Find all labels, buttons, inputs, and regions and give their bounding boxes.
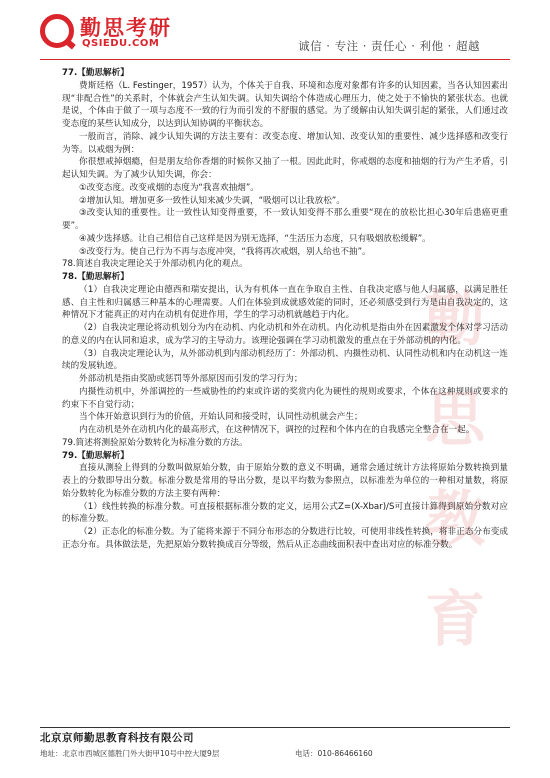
section-heading: 78.【勤思解析】	[62, 272, 129, 282]
footer-divider	[40, 727, 510, 728]
paragraph: 你很想戒掉烟瘾，但是朋友给你香烟的时候你又抽了一根。因此此时，你戒烟的态度和抽烟的行为产生矛盾，引起认知失调。为了减少认知失调，你会：	[62, 157, 508, 180]
paragraph: 外部动机是指由奖励或惩罚等外部原因而引发的学习行为；	[79, 374, 303, 384]
company-phone: 电话：010-86466160	[295, 749, 373, 758]
watermark-char: 思	[425, 385, 485, 455]
logo-chinese-name: 勤思考研	[80, 16, 172, 40]
watermark-char: 勤	[425, 285, 485, 355]
paragraph: 直接从测验上得到的分数叫做原始分数，由于原始分数的意义不明确，通常会通过统计方法将原始分数转换到量表上的分数即导出分数。标准分数是常用的导出分数，是以平均数为参照点，以标准差为单位的一种相对量数，将原始分数转化为标准分数的方法主要有两种：	[62, 463, 508, 499]
paragraph: 内在动机是外在动机内化的最高形式，在这种情况下，调控的过程和个体内在的自我感完全整合在一起。	[79, 425, 475, 435]
brand-logo	[40, 14, 200, 54]
paragraph: （1）自我决定理论由德西和瑞安提出，认为有机体一直在争取自主性、自我决定感与他人归属感，以满足胜任感、自主性和归属感三种基本的心理需要。人们在体验到成就感效能的同时，还必须感受到行为是由自我决定的，这种情况下才能真正的对内在动机有促进作用，学生的学习动机就越趋于内化。	[62, 284, 508, 321]
paragraph: （3）自我决定理论认为，从外部动机到内部动机经历了：外部动机、内摄性动机、认同性动机和内在动机这一连续的发展轨迹。	[62, 348, 508, 372]
page-header	[0, 0, 550, 64]
paragraph: 内摄性动机中，外部调控的一些威胁性的约束或许诺的奖赏内化为硬性的规则或要求，个体在这种规则或要求的约束下不自觉行动；	[62, 386, 508, 410]
paragraph: ③改变认知的重要性。让一致性认知变得重要，不一致认知变得不那么重要“现在的放松比担心30年后患癌更重要”。	[62, 208, 508, 231]
paragraph: 当个体开始意识到行为的价值，开始认同和接受时，认同性动机就会产生；	[79, 412, 363, 423]
company-address: 地址：北京市西城区德胜门外大街甲10号中控大厦9层	[40, 749, 220, 758]
header-divider	[40, 59, 510, 60]
paragraph: （2）自我决定理论将动机划分为内在动机、内化动机和外在动机。内化动机是指由外在因素激发个体对学习活动的意义的内在认同和追求，成为学习的主导动力。该理论强调在学习动机激发的重点在于外部动机的内化。	[62, 323, 508, 346]
watermark-char: 育	[425, 585, 485, 655]
document-body	[62, 67, 508, 552]
paragraph: 一般而言，消除、减少认知失调的方法主要有：改变态度、增加认知、改变认知的重要性、减少选择感和改变行为等。以戒烟为例：	[62, 131, 508, 155]
section-heading: 77.【勤思解析】	[62, 68, 129, 78]
company-name: 北京京师勤思教育科技有限公司	[40, 732, 194, 744]
paragraph: 费斯廷格（L. Festinger，1957）认为，个体关于自我、环境和态度对象都有许多的认知因素，当各认知因素出现“非配合性”的关系时，个体就会产生认知失调。认知失调给个体造成心理压力，使之处于不愉快的紧张状态。也就是说，个体由于做了一项与态度不一致的行为而引发的不舒服的感觉。为了缓解由认知失调引起的紧张，人们通过改变态度的某些认知成分，以达到认知协调的平衡状态。	[62, 80, 508, 129]
question-line: 79.简述将测验原始分数转化为标准分数的方法。	[62, 437, 248, 448]
slogan: 诚信 · 专注 · 责任心 · 利他 · 超越	[298, 39, 480, 53]
logo-domain: QSIEDU.COM	[82, 38, 160, 49]
logo-q-icon	[40, 14, 74, 48]
paragraph: （2）正态化的标准分数。为了能将来源于不同分布形态的分数进行比较，可使用非线性转换，将非正态分布变成正态分布。具体做法是，先把原始分数转换成百分等级，然后从正态曲线面积表中查出对应的标准分数。	[62, 527, 508, 550]
paragraph: ④减少选择感。让自己相信自己这样是因为别无选择，“生活压力态度，只有吸烟放松缓解”。	[79, 233, 431, 244]
page-footer	[40, 727, 510, 760]
paragraph: ②增加认知。增加更多一致性认知来减少失调，“吸烟可以让我放松”。	[79, 195, 345, 206]
paragraph: ⑤改变行为。使自己行为不再与态度冲突，“我将再次戒烟，别人给也不抽”。	[79, 246, 371, 257]
paragraph: ①改变态度。改变戒烟的态度为“我喜欢抽烟”。	[79, 182, 259, 193]
paragraph: （1）线性转换的标准分数。可直接根据标准分数的定义，运用公式Z=(X-Xbar)/S可直接计算得到原始分数对应的标准分数。	[62, 501, 508, 525]
section-heading: 79.【勤思解析】	[62, 450, 129, 461]
question-line: 78.简述自我决定理论关于外部动机内化的观点。	[62, 259, 248, 270]
contact-row	[40, 748, 510, 760]
watermark-char: 教	[425, 485, 485, 555]
